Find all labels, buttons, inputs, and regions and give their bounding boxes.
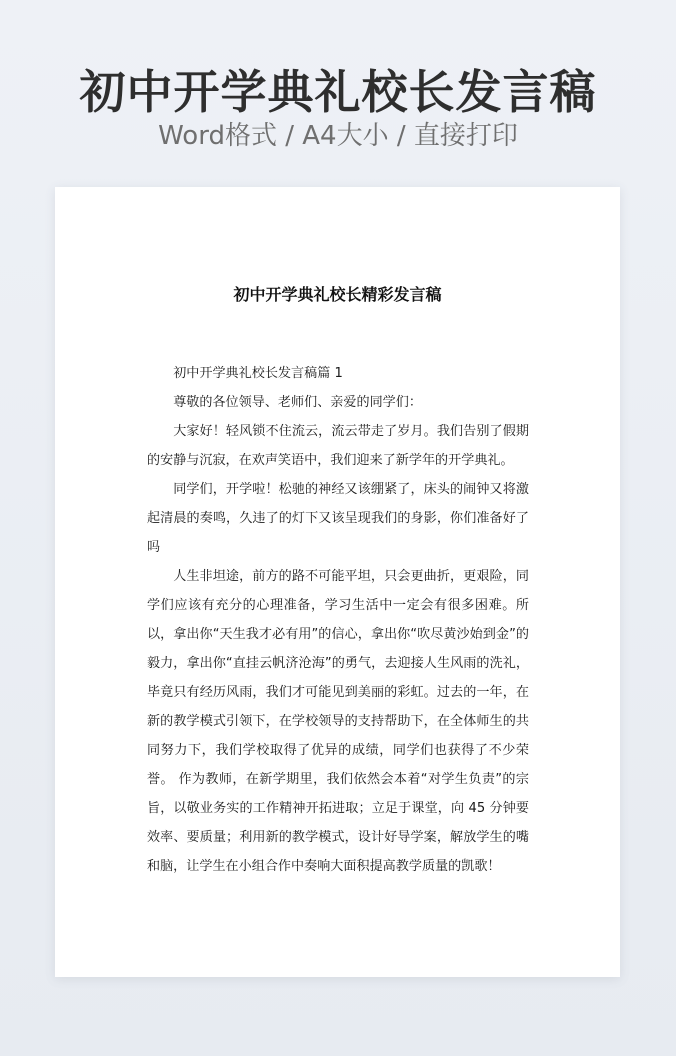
document-page xyxy=(55,187,620,977)
paragraph-opening: 同学们，开学啦！松驰的神经又该绷紧了，床头的闹钟又将激起清晨的奏鸣，久违了的灯下又该呈现我们的身影，你们准备好了吗 xyxy=(147,482,529,555)
paragraph-salutation: 尊敬的各位领导、老师们、亲爱的同学们： xyxy=(173,395,422,410)
paragraph-greeting: 大家好！轻风锁不住流云，流云带走了岁月。我们告别了假期的安静与沉寂，在欢声笑语中，我们迎来了新学年的开学典礼。 xyxy=(147,424,529,468)
paragraph-main: 人生非坦途，前方的路不可能平坦，只会更曲折，更艰险，同学们应该有充分的心理准备，学习生活中一定会有很多困难。所以，拿出你“天生我才必有用”的信心，拿出你“吹尽黄沙始到金”的毅力，拿出你“直挂云帆济沧海”的勇气，去迎接人生风雨的洗礼，毕竟只有经历风雨，我们才可能见到美丽的彩虹。过去的一年，在新的教学模式引领下，在学校领导的支持帮助下，在全体师生的共同努力下，我们学校取得了优异的成绩，同学们也获得了不少荣誉。 作为教师，在新学期里，我们依然会本着“对学生负责”的宗旨，以敬业务实的工作精神开拓进取；立足于课堂，向 45 分钟要效率、要质量；利用新的教学模式，设计好导学案，解放学生的嘴和脑，让学生在小组合作中奏响大面积提高教学质量的凯歌！ xyxy=(147,569,529,874)
banner-title: 初中开学典礼校长发言稿 xyxy=(79,65,597,119)
paragraph-section-heading: 初中开学典礼校长发言稿篇 1 xyxy=(173,366,343,381)
document-title: 初中开学典礼校长精彩发言稿 xyxy=(233,285,442,304)
document-body xyxy=(147,359,529,881)
banner-subtitle: Word格式 / A4大小 / 直接打印 xyxy=(158,121,518,151)
